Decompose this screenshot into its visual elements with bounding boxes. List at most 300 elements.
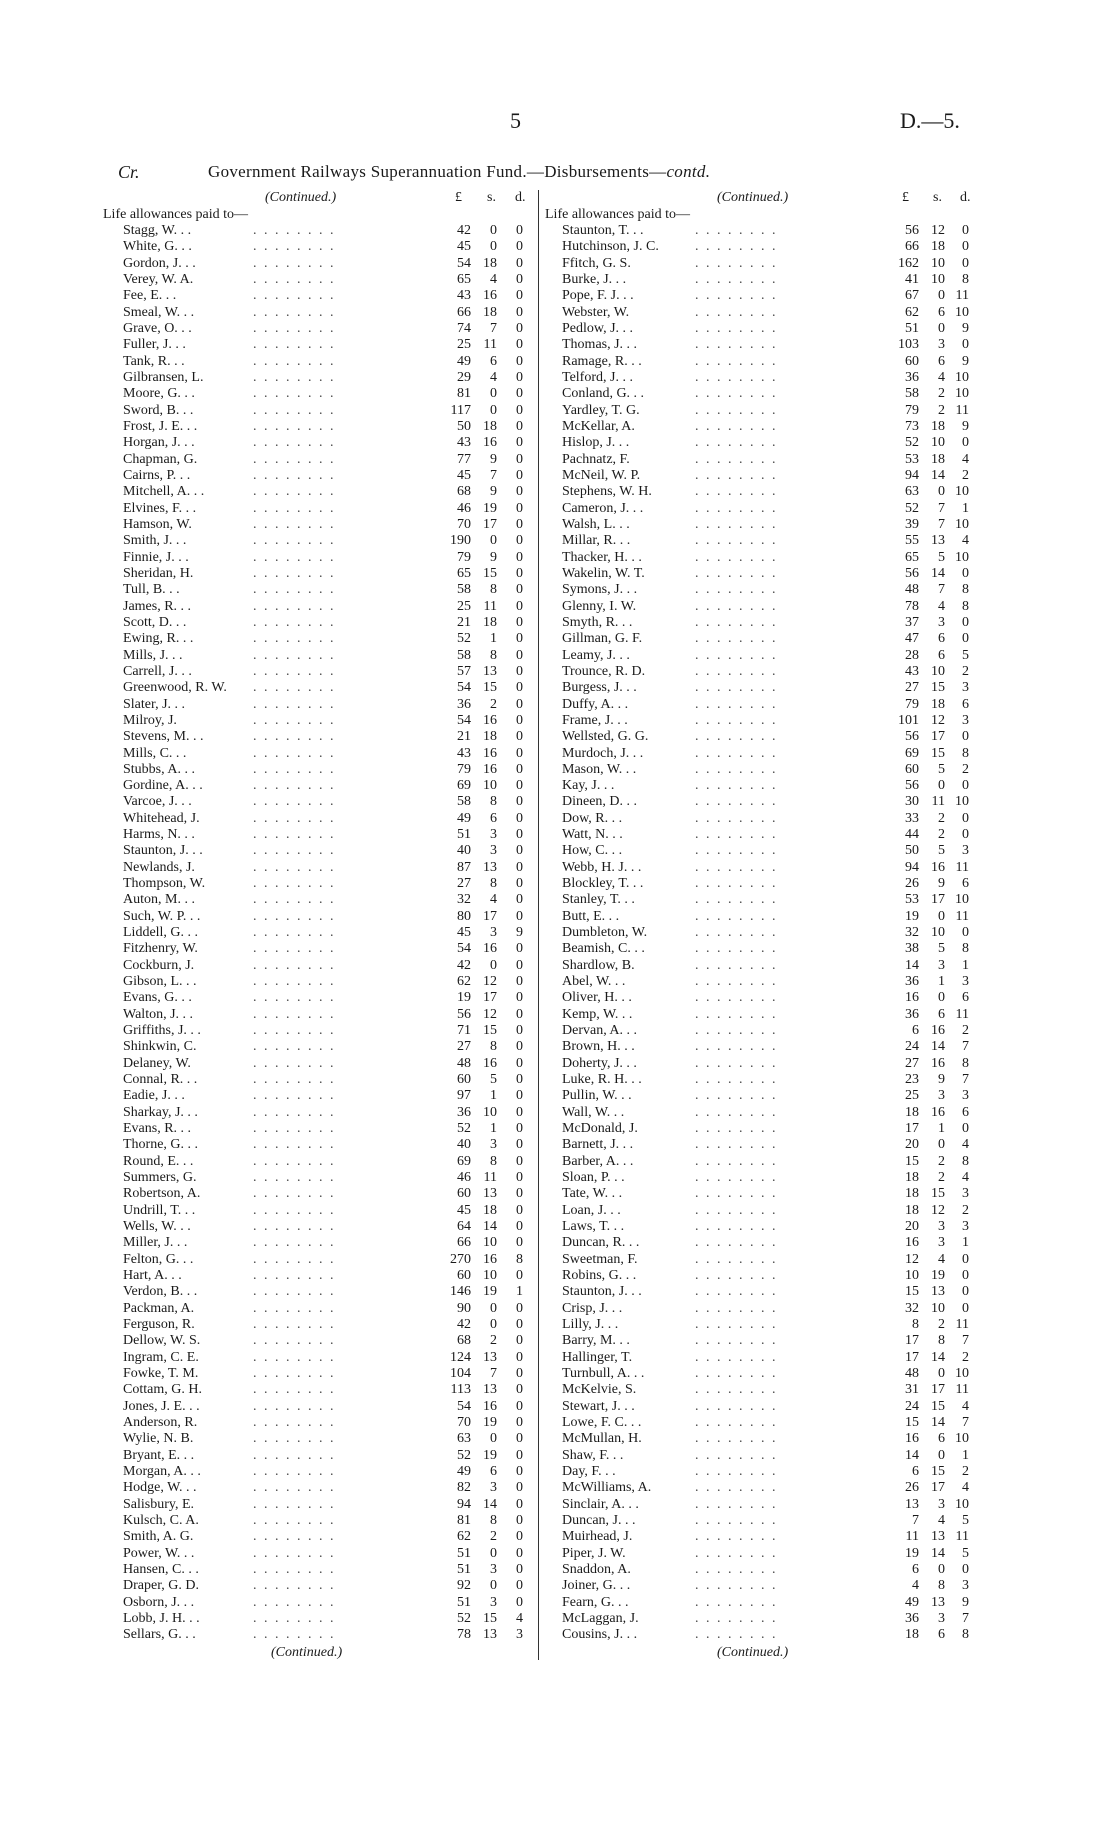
payee-name: Tull, B. . . <box>123 582 180 598</box>
list-item <box>545 256 970 272</box>
list-item <box>103 1546 533 1562</box>
leader-dots: . . . . . . . . <box>695 549 778 565</box>
amount-pence: 2 <box>962 1463 969 1479</box>
payee-name: Doherty, J. . . <box>562 1055 637 1071</box>
amount-shillings: 1 <box>490 1088 497 1104</box>
amount-shillings: 2 <box>938 1170 945 1186</box>
list-item <box>545 1121 970 1137</box>
amount-shillings: 0 <box>490 402 497 418</box>
leader-dots: . . . . . . . . <box>253 1349 336 1365</box>
amount-shillings: 15 <box>483 1023 497 1039</box>
amount-pounds: 38 <box>905 941 919 957</box>
list-item <box>545 1562 970 1578</box>
amount-pounds: 124 <box>450 1349 471 1365</box>
list-item <box>545 713 970 729</box>
payee-name: Gordon, J. . . <box>123 255 196 271</box>
amount-shillings: 7 <box>490 1365 497 1381</box>
amount-pence: 0 <box>516 402 523 418</box>
amount-pence: 11 <box>955 288 969 304</box>
payee-name: Dellow, W. S. <box>123 1333 201 1349</box>
amount-shillings: 11 <box>483 598 497 614</box>
list-item <box>545 762 970 778</box>
amount-pence: 7 <box>962 1610 969 1626</box>
amount-pounds: 15 <box>905 1284 919 1300</box>
amount-shillings: 13 <box>483 859 497 875</box>
leader-dots: . . . . . . . . <box>695 1137 778 1153</box>
amount-pounds: 94 <box>905 859 919 875</box>
list-item <box>103 1464 533 1480</box>
leader-dots: . . . . . . . . <box>695 304 778 320</box>
payee-name: Hislop, J. . . <box>562 435 630 451</box>
payee-name: Newlands, J. <box>123 859 195 875</box>
page-title-text: Government Railways Superannuation Fund.—Disbursements— <box>208 162 667 181</box>
leader-dots: . . . . . . . . <box>695 1496 778 1512</box>
amount-shillings: 10 <box>483 778 497 794</box>
payee-name: Staunton, T. . . <box>562 223 644 238</box>
leader-dots: . . . . . . . . <box>253 680 336 696</box>
list-item <box>103 648 533 664</box>
payee-name: Dervan, A. . . <box>562 1023 638 1039</box>
list-item <box>103 239 533 255</box>
leader-dots: . . . . . . . . <box>695 1121 778 1137</box>
amount-pence: 0 <box>516 1414 523 1430</box>
payee-name: Salisbury, E. <box>123 1496 195 1512</box>
continued-label-bottom <box>545 1644 970 1662</box>
amount-shillings: 2 <box>490 1529 497 1545</box>
leader-dots: . . . . . . . . <box>695 1463 778 1479</box>
list-item <box>103 974 533 990</box>
amount-shillings: 0 <box>490 533 497 549</box>
leader-dots: . . . . . . . . <box>253 386 336 402</box>
leader-dots: . . . . . . . . <box>253 1104 336 1120</box>
list-item <box>545 435 970 451</box>
amount-pounds: 79 <box>457 549 471 565</box>
amount-pounds: 15 <box>905 1153 919 1169</box>
amount-shillings: 9 <box>490 549 497 565</box>
leader-dots: . . . . . . . . <box>695 1088 778 1104</box>
payee-name: Ffitch, G. S. <box>562 255 631 271</box>
amount-pounds: 64 <box>457 1219 471 1235</box>
leader-dots: . . . . . . . . <box>253 516 336 532</box>
list-item <box>545 1186 970 1202</box>
list-item <box>103 1252 533 1268</box>
amount-pence: 3 <box>962 843 969 859</box>
list-item <box>103 370 533 386</box>
amount-pence: 2 <box>962 1023 969 1039</box>
amount-pence: 0 <box>516 516 523 532</box>
list-item <box>545 746 970 762</box>
leader-dots: . . . . . . . . <box>695 1072 778 1088</box>
leader-dots: . . . . . . . . <box>253 1316 336 1332</box>
amount-pence: 0 <box>516 631 523 647</box>
amount-pounds: 70 <box>457 1414 471 1430</box>
amount-shillings: 16 <box>931 1023 945 1039</box>
amount-pounds: 43 <box>457 288 471 304</box>
leader-dots: . . . . . . . . <box>695 337 778 353</box>
leader-dots: . . . . . . . . <box>253 1268 336 1283</box>
amount-pounds: 54 <box>457 712 471 728</box>
amount-pence: 0 <box>962 1561 969 1577</box>
list-item <box>545 1529 970 1545</box>
amount-pounds: 60 <box>457 1186 471 1202</box>
amount-shillings: 2 <box>938 1153 945 1169</box>
list-item <box>103 664 533 680</box>
payee-name: McWilliams, A. <box>562 1480 652 1496</box>
list-item <box>103 1268 533 1284</box>
amount-pence: 0 <box>962 925 969 941</box>
amount-shillings: 0 <box>490 957 497 973</box>
amount-pence: 3 <box>962 712 969 728</box>
amount-pounds: 79 <box>905 696 919 712</box>
amount-shillings: 0 <box>490 1545 497 1561</box>
amount-shillings: 19 <box>931 1268 945 1283</box>
amount-shillings: 3 <box>490 1594 497 1610</box>
amount-pounds: 51 <box>457 1594 471 1610</box>
continued-label-bottom-text: (Continued.) <box>717 1644 789 1660</box>
list-item <box>545 827 970 843</box>
amount-shillings: 4 <box>938 1251 945 1267</box>
amount-shillings: 9 <box>490 451 497 467</box>
list-item <box>545 1350 970 1366</box>
payee-name: How, C. . . <box>562 843 623 859</box>
leader-dots: . . . . . . . . <box>253 1121 336 1137</box>
amount-pounds: 68 <box>457 1333 471 1349</box>
list-item <box>103 925 533 941</box>
list-item <box>103 599 533 615</box>
amount-pounds: 190 <box>450 533 471 549</box>
payee-name: Day, F. . . <box>562 1463 616 1479</box>
payee-name: Fuller, J. . . <box>123 337 186 353</box>
payee-name: Moore, G. . . <box>123 386 195 402</box>
payee-name: Butt, E. . . <box>562 908 620 924</box>
amount-pounds: 56 <box>905 729 919 745</box>
page-number: 5 <box>510 108 521 133</box>
amount-shillings: 3 <box>490 1480 497 1496</box>
leader-dots: . . . . . . . . <box>695 908 778 924</box>
list-item <box>103 876 533 892</box>
amount-pounds: 53 <box>905 451 919 467</box>
list-item <box>103 1072 533 1088</box>
amount-shillings: 15 <box>931 1398 945 1414</box>
payee-name: Thomas, J. . . <box>562 337 638 353</box>
payee-name: Harms, N. . . <box>123 827 195 843</box>
leader-dots: . . . . . . . . <box>695 1610 778 1626</box>
amount-pounds: 48 <box>905 582 919 598</box>
leader-dots: . . . . . . . . <box>253 1153 336 1169</box>
leader-dots: . . . . . . . . <box>253 1202 336 1218</box>
amount-pounds: 25 <box>457 598 471 614</box>
amount-pounds: 63 <box>905 484 919 500</box>
section-label: Life allowances paid to— <box>103 207 249 222</box>
amount-pence: 5 <box>962 1545 969 1561</box>
list-item <box>103 631 533 647</box>
payee-name: Jones, J. E. . . <box>123 1398 200 1414</box>
leader-dots: . . . . . . . . <box>253 1480 336 1496</box>
amount-pounds: 60 <box>457 1268 471 1283</box>
amount-pounds: 40 <box>457 1137 471 1153</box>
amount-pounds: 51 <box>457 1545 471 1561</box>
leader-dots: . . . . . . . . <box>695 1251 778 1267</box>
amount-pounds: 19 <box>905 1545 919 1561</box>
amount-shillings: 12 <box>931 712 945 728</box>
payee-name: Stewart, J. . . <box>562 1398 635 1414</box>
leader-dots: . . . . . . . . <box>253 565 336 581</box>
payee-name: Symons, J. . . <box>562 582 638 598</box>
amount-shillings: 15 <box>931 680 945 696</box>
amount-pounds: 18 <box>905 1104 919 1120</box>
payee-name: Stephens, W. H. <box>562 484 652 500</box>
amount-pounds: 57 <box>457 663 471 679</box>
amount-pence: 9 <box>962 1594 969 1610</box>
amount-shillings: 16 <box>483 1398 497 1414</box>
list-item <box>545 1072 970 1088</box>
leader-dots: . . . . . . . . <box>253 827 336 843</box>
amount-pounds: 101 <box>898 712 919 728</box>
amount-pounds: 43 <box>457 435 471 451</box>
leader-dots: . . . . . . . . <box>253 696 336 712</box>
leader-dots: . . . . . . . . <box>695 1202 778 1218</box>
payee-name: Felton, G. . . <box>123 1251 194 1267</box>
list-item <box>545 1480 970 1496</box>
amount-pounds: 62 <box>457 974 471 990</box>
list-item <box>103 1399 533 1415</box>
amount-pence: 8 <box>962 271 969 287</box>
amount-pence: 10 <box>955 794 969 810</box>
payee-name: Kemp, W. . . <box>562 1006 633 1022</box>
amount-pence: 0 <box>516 729 523 745</box>
amount-pence: 0 <box>516 1349 523 1365</box>
list-item <box>103 1415 533 1431</box>
page-title-contd: contd. <box>666 162 711 181</box>
leader-dots: . . . . . . . . <box>253 598 336 614</box>
list-item <box>545 501 970 517</box>
amount-pounds: 56 <box>905 565 919 581</box>
amount-pence: 3 <box>962 1578 969 1594</box>
amount-pence: 0 <box>516 223 523 238</box>
amount-pence: 10 <box>955 386 969 402</box>
leader-dots: . . . . . . . . <box>695 223 778 238</box>
list-item <box>545 615 970 631</box>
amount-pence: 0 <box>962 337 969 353</box>
payee-name: Sheridan, H. <box>123 565 194 581</box>
leader-dots: . . . . . . . . <box>253 288 336 304</box>
amount-pounds: 77 <box>457 451 471 467</box>
amount-pence: 1 <box>962 957 969 973</box>
amount-shillings: 17 <box>931 1480 945 1496</box>
amount-shillings: 16 <box>931 1055 945 1071</box>
amount-pounds: 113 <box>450 1382 471 1398</box>
amount-pounds: 52 <box>905 500 919 516</box>
list-item <box>103 468 533 484</box>
leader-dots: . . . . . . . . <box>695 1431 778 1447</box>
list-item <box>103 1235 533 1251</box>
amount-pence: 0 <box>962 614 969 630</box>
list-item <box>545 452 970 468</box>
payee-name: Hallinger, T. <box>562 1349 633 1365</box>
payee-name: Stevens, M. . . <box>123 729 204 745</box>
amount-pounds: 62 <box>905 304 919 320</box>
list-item <box>545 517 970 533</box>
list-item <box>103 1170 533 1186</box>
leader-dots: . . . . . . . . <box>695 1104 778 1120</box>
leader-dots: . . . . . . . . <box>253 369 336 385</box>
list-item <box>545 1203 970 1219</box>
amount-shillings: 3 <box>490 827 497 843</box>
list-item <box>103 778 533 794</box>
list-item <box>545 1578 970 1594</box>
payee-name: Trounce, R. D. <box>562 663 646 679</box>
amount-pounds: 45 <box>457 1202 471 1218</box>
amount-pence: 0 <box>516 1496 523 1512</box>
list-item <box>545 386 970 402</box>
leader-dots: . . . . . . . . <box>253 1594 336 1610</box>
amount-shillings: 1 <box>938 1121 945 1137</box>
amount-shillings: 13 <box>483 1186 497 1202</box>
payee-name: Laws, T. . . <box>562 1219 625 1235</box>
amount-pounds: 7 <box>912 1512 919 1528</box>
amount-pence: 9 <box>962 320 969 336</box>
list-item <box>103 615 533 631</box>
payee-name: Slater, J. . . <box>123 696 186 712</box>
amount-shillings: 10 <box>931 663 945 679</box>
payee-name: Blockley, T. . . <box>562 876 644 892</box>
list-item <box>103 452 533 468</box>
leader-dots: . . . . . . . . <box>695 565 778 581</box>
leader-dots: . . . . . . . . <box>695 1398 778 1414</box>
list-item <box>103 1105 533 1121</box>
amount-pence: 0 <box>962 435 969 451</box>
leader-dots: . . . . . . . . <box>253 435 336 451</box>
amount-shillings: 2 <box>938 827 945 843</box>
list-item <box>545 1415 970 1431</box>
list-item <box>103 354 533 370</box>
amount-pence: 0 <box>516 435 523 451</box>
amount-pounds: 71 <box>457 1023 471 1039</box>
amount-shillings: 13 <box>931 1594 945 1610</box>
amount-shillings: 10 <box>931 271 945 287</box>
leader-dots: . . . . . . . . <box>253 1235 336 1251</box>
payee-name: Ramage, R. . . <box>562 353 642 369</box>
amount-pence: 0 <box>516 500 523 516</box>
leader-dots: . . . . . . . . <box>695 876 778 892</box>
amount-pence: 0 <box>516 484 523 500</box>
amount-pounds: 45 <box>457 925 471 941</box>
amount-pounds: 81 <box>457 386 471 402</box>
amount-shillings: 19 <box>483 1284 497 1300</box>
list-item <box>545 1056 970 1072</box>
leader-dots: . . . . . . . . <box>253 337 336 353</box>
amount-pounds: 66 <box>457 304 471 320</box>
amount-pence: 8 <box>962 745 969 761</box>
amount-shillings: 14 <box>931 1039 945 1055</box>
payee-name: Staunton, J. . . <box>123 843 203 859</box>
amount-pence: 0 <box>516 680 523 696</box>
amount-pence: 0 <box>516 1578 523 1594</box>
leader-dots: . . . . . . . . <box>695 892 778 908</box>
list-item <box>103 1056 533 1072</box>
leader-dots: . . . . . . . . <box>695 827 778 843</box>
payee-name: Telford, J. . . <box>562 369 633 385</box>
amount-shillings: 10 <box>483 1235 497 1251</box>
payee-name: Barnett, J. . . <box>562 1137 634 1153</box>
amount-shillings: 6 <box>490 1463 497 1479</box>
amount-pence: 8 <box>962 1055 969 1071</box>
list-item <box>545 1595 970 1611</box>
amount-pounds: 58 <box>457 794 471 810</box>
leader-dots: . . . . . . . . <box>695 402 778 418</box>
amount-shillings: 10 <box>483 1268 497 1283</box>
amount-pounds: 36 <box>457 696 471 712</box>
amount-shillings: 12 <box>931 1202 945 1218</box>
list-item <box>545 533 970 549</box>
amount-pounds: 14 <box>905 957 919 973</box>
leader-dots: . . . . . . . . <box>253 418 336 434</box>
list-item <box>103 827 533 843</box>
leader-dots: . . . . . . . . <box>695 271 778 287</box>
leader-dots: . . . . . . . . <box>695 1219 778 1235</box>
amount-pounds: 51 <box>457 827 471 843</box>
list-item <box>103 1007 533 1023</box>
list-item <box>103 1480 533 1496</box>
list-item <box>103 729 533 745</box>
payee-name: Mills, J. . . <box>123 647 183 663</box>
payee-name: McMullan, H. <box>562 1431 642 1447</box>
amount-shillings: 18 <box>931 696 945 712</box>
amount-pence: 0 <box>516 1072 523 1088</box>
amount-pounds: 27 <box>457 1039 471 1055</box>
payee-name: Gordine, A. . . <box>123 778 203 794</box>
right-column <box>545 190 970 1662</box>
list-item <box>545 631 970 647</box>
list-item <box>545 1154 970 1170</box>
amount-pence: 2 <box>962 761 969 777</box>
leader-dots: . . . . . . . . <box>253 712 336 728</box>
list-item <box>103 1317 533 1333</box>
list-item <box>545 958 970 974</box>
amount-pence: 11 <box>955 1006 969 1022</box>
payee-name: Evans, R. . . <box>123 1121 192 1137</box>
amount-pence: 0 <box>516 1153 523 1169</box>
amount-pounds: 50 <box>905 843 919 859</box>
leader-dots: . . . . . . . . <box>695 369 778 385</box>
amount-shillings: 14 <box>931 1349 945 1365</box>
payee-name: Walton, J. . . <box>123 1006 194 1022</box>
payee-name: Carrell, J. . . <box>123 663 192 679</box>
amount-pounds: 80 <box>457 908 471 924</box>
amount-shillings: 2 <box>938 386 945 402</box>
payee-name: Yardley, T. G. <box>562 402 640 418</box>
amount-shillings: 17 <box>483 516 497 532</box>
amount-shillings: 9 <box>938 1072 945 1088</box>
amount-pounds: 58 <box>905 386 919 402</box>
list-item <box>103 1497 533 1513</box>
amount-shillings: 5 <box>938 549 945 565</box>
leader-dots: . . . . . . . . <box>253 1055 336 1071</box>
list-item <box>103 1121 533 1137</box>
amount-shillings: 18 <box>483 304 497 320</box>
amount-pence: 6 <box>962 1104 969 1120</box>
amount-pence: 0 <box>962 1300 969 1316</box>
leader-dots: . . . . . . . . <box>695 418 778 434</box>
list-item <box>545 1268 970 1284</box>
list-item <box>103 419 533 435</box>
amount-pounds: 17 <box>905 1121 919 1137</box>
amount-pence: 11 <box>955 908 969 924</box>
list-item <box>545 305 970 321</box>
payee-name: Pope, F. J. . . <box>562 288 634 304</box>
payee-name: Lowe, F. C. . . <box>562 1414 642 1430</box>
amount-pounds: 42 <box>457 957 471 973</box>
